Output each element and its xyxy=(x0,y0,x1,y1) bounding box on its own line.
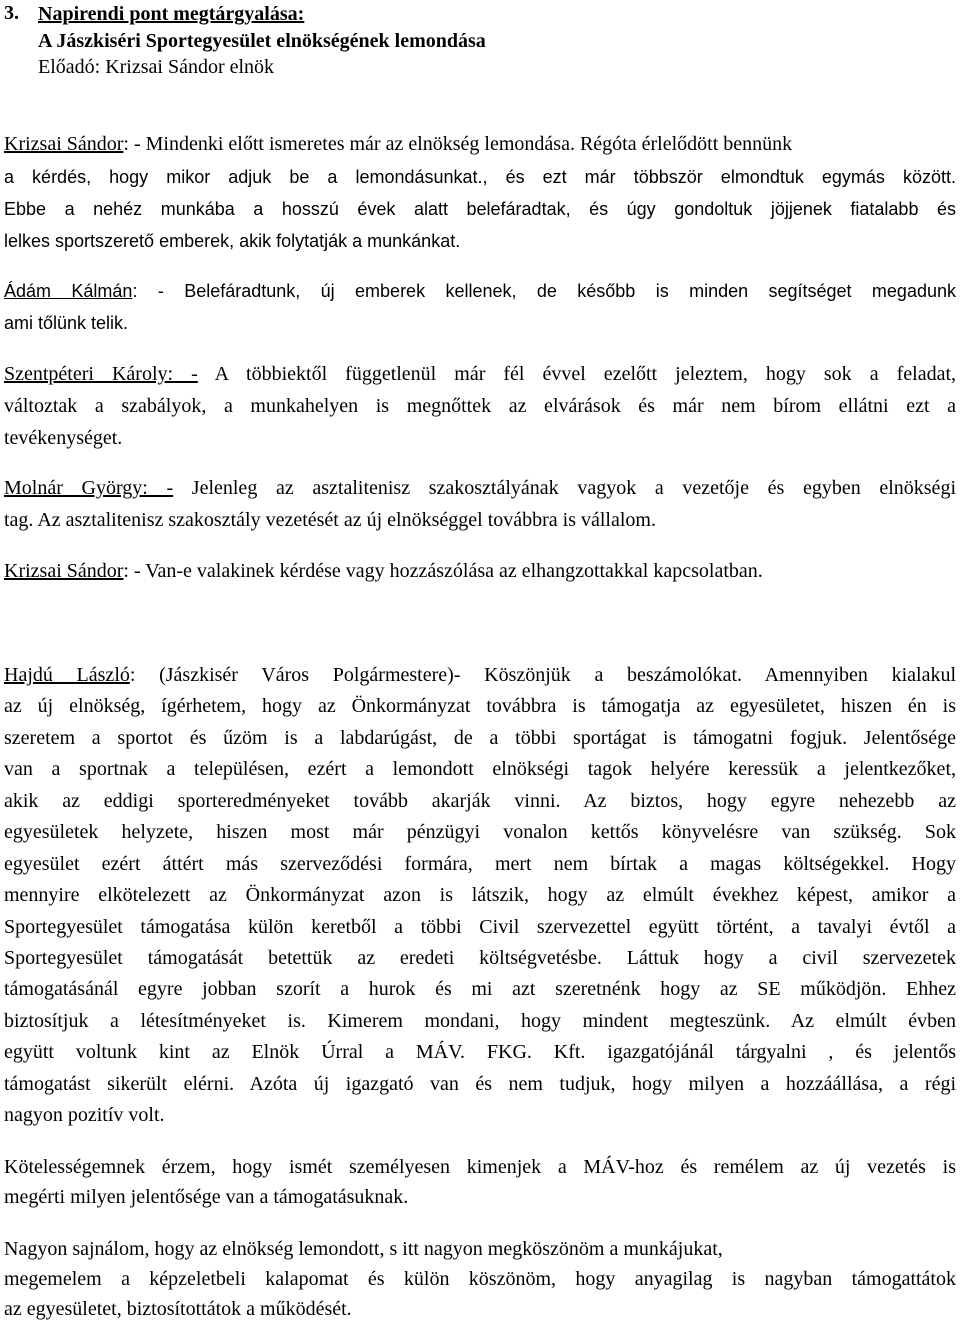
agenda-subtitle: A Jászkiséri Sportegyesület elnökségének lemondása xyxy=(38,30,486,52)
paragraph-line: szeretem a sportot és űzöm is a labdarúgást, de a többi sportágat is támogatni fogjuk. Jelentősége xyxy=(4,727,956,749)
paragraph-line xyxy=(4,362,956,386)
paragraph-line: ami tőlünk telik. xyxy=(4,313,129,333)
paragraph-text: : (Jászkisér Város Polgármestere)- Köszönjük a beszámolókat. Amennyiben kialakul xyxy=(129,664,957,686)
paragraph-line: akik az eddigi sporteredményeket tovább akarják vinni. Az biztos, hogy egyre nehezebb az xyxy=(4,790,956,812)
paragraph-line: Sportegyesület támogatását betettük az eredeti költségvetésbe. Láttuk hogy a civil szervezetek xyxy=(4,947,956,969)
paragraph-line: támogatást sikerült elérni. Azóta új igazgató van és nem tudjuk, hogy milyen a hozzáállása, a régi xyxy=(4,1073,956,1095)
agenda-number: 3. xyxy=(4,2,19,24)
paragraph-line: Nagyon sajnálom, hogy az elnökség lemondott, s itt nagyon megköszönöm a munkájukat, xyxy=(4,1238,723,1260)
paragraph-line xyxy=(4,132,792,156)
paragraph-line xyxy=(4,476,956,500)
speaker-name: Krizsai Sándor xyxy=(4,133,124,155)
paragraph-line: Kötelességemnek érzem, hogy ismét személyesen kimenjek a MÁV-hoz és remélem az új vezetés is xyxy=(4,1156,956,1178)
speaker-name: Hajdú László xyxy=(4,664,130,686)
paragraph-line: megérti milyen jelentősége van a támogatásuknak. xyxy=(4,1186,409,1208)
paragraph-text: A többiektől függetlenül már fél évvel ezelőtt jeleztem, hogy sok a feladat, xyxy=(197,363,957,385)
paragraph-line: az új elnökség, ígérhetem, hogy az Önkormányzat továbbra is támogatja az egyesületet, hiszen én is xyxy=(4,695,956,717)
speaker-name: Krizsai Sándor xyxy=(4,560,124,582)
paragraph-line: egyesület ezért áttért más szerveződési formára, mert nem bírtak a magas költségekkel. Hogy xyxy=(4,853,956,875)
paragraph-line: Sportegyesület támogatása külön keretből a többi Civil szervezettel együtt történt, a tavalyi évtől a xyxy=(4,916,956,938)
paragraph-text: Jelenleg az asztalitenisz szakosztályának vagyok a vezetője és egyben elnökségi xyxy=(173,477,956,499)
paragraph-line: Ebbe a nehéz munkába a hosszú évek alatt belefáradtak, és úgy gondoltuk jöjjenek fiatalabb és xyxy=(4,199,956,219)
paragraph-line: egyesületek helyzete, hiszen most már pénzügyi vonalon kettős könyvelésre van szükség. Sok xyxy=(4,821,956,843)
paragraph-line: tevékenységet. xyxy=(4,427,123,449)
paragraph-text: : - Belefáradtunk, új emberek kellenek, de később is minden segítséget megadunk xyxy=(132,281,956,301)
paragraph-line: biztosítjuk a létesítményeket is. Kimerem mondani, hogy mindent megteszünk. Az elmúlt évben xyxy=(4,1010,956,1032)
paragraph-line xyxy=(4,279,956,303)
paragraph-text: : - Mindenki előtt ismeretes már az elnökség lemondása. Régóta érlelődött bennünk xyxy=(123,133,793,155)
paragraph-line: a kérdés, hogy mikor adjuk be a lemondásunkat., és ezt már többször elmondtuk egymás között. xyxy=(4,167,956,187)
paragraph-text: : - Van-e valakinek kérdése vagy hozzászólása az elhangzottakkal kapcsolatban. xyxy=(123,560,763,582)
paragraph-line: lelkes sportszerető emberek, akik folytatják a munkánkat. xyxy=(4,231,461,251)
agenda-presenter: Előadó: Krizsai Sándor elnök xyxy=(38,56,275,78)
agenda-title: Napirendi pont megtárgyalása: xyxy=(38,3,305,25)
paragraph-line: nagyon pozitív volt. xyxy=(4,1104,165,1126)
paragraph-line: van a sportnak a településen, ezért a lemondott elnökségi tagok helyére keressük a jelentkezőket, xyxy=(4,758,956,780)
paragraph-line: támogatásánál egyre jobban szorít a hurok és mi azt szeretnénk hogy az SE működjön. Ehhez xyxy=(4,978,956,1000)
paragraph-line: együtt voltunk kint az Elnök Úrral a MÁV. FKG. Kft. igazgatójánál tárgyalni , és jelentős xyxy=(4,1041,956,1063)
paragraph-line: az egyesületet, biztosítottátok a működését. xyxy=(4,1298,352,1320)
paragraph-line: mennyire elkötelezett az Önkormányzat azon is látszik, hogy az elmúlt évekhez képest, amikor a xyxy=(4,884,956,906)
paragraph-line xyxy=(4,663,956,687)
paragraph-line: tag. Az asztalitenisz szakosztály vezetését az új elnökséggel továbbra is vállalom. xyxy=(4,509,656,531)
speaker-name: Ádám Kálmán xyxy=(4,281,133,301)
paragraph-line: változtak a szabályok, a munkahelyen is megnőttek az elvárások és már nem bírom ellátni ezt a xyxy=(4,395,956,417)
paragraph-line: megemelem a képzeletbeli kalapomat és külön köszönöm, hogy anyagilag is nagyban támogattátok xyxy=(4,1268,956,1290)
speaker-name: Molnár György: - xyxy=(4,477,174,499)
speaker-name: Szentpéteri Károly: - xyxy=(4,363,198,385)
paragraph-line xyxy=(4,559,763,583)
